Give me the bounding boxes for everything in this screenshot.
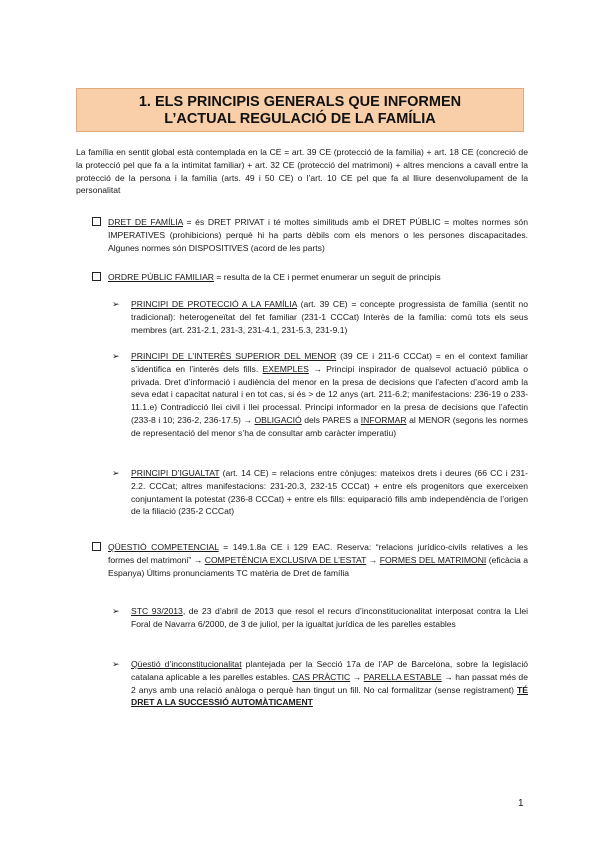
checkbox-square-icon — [92, 542, 101, 551]
term-dret-familia: DRET DE FAMÍLIA — [108, 217, 183, 227]
text-competencial-c: (eficàcia a Espanya) Últims pronunciaments TC matèria de Dret de família — [108, 554, 529, 578]
text-competencial-a: = 149.1.8a CE i 129 EAC. Reserva: “relacions jurídico-civils relatives a les formes del matrimoni” → — [108, 542, 528, 565]
obligacio-label: OBLIGACIÓ — [254, 414, 302, 425]
section-title — [76, 88, 524, 132]
term-proteccio: PRINCIPI DE PROTECCIÓ A LA FAMÍLIA — [131, 299, 297, 309]
list-item-stc — [112, 605, 528, 631]
text-interes-b: → Principi inspirador de qualsevol actuació pública o privada. Dret d’informació i audiència del menor en la presa de decisions que l’afecten d’acord amb la seva edat i capacitat natural i en tot cas, si és > de 12 anys (art. 211-6.2; manifestacions: 236-19 o 233-11.1.e) Contradicció llei civil i llei processal. Principi informador en la presa de decisions que l’afectin (233-8 i 10; 236-2, 236-17.5) → — [131, 363, 528, 425]
arrowhead-bullet-icon: ➢ — [112, 606, 120, 616]
term-stc: STC 93/2013 — [131, 606, 183, 616]
text-dret-familia: = és DRET PRIVAT i té moltes similituds amb el DRET PÚBLIC = moltes normes són IMPERATIVES (prohibicions) perquè hi ha parts dèbils com els menors o les persones discapacitades. Algunes normes són DISPOSITIVES (acord de les parts) — [108, 217, 528, 253]
list-item-proteccio — [112, 298, 528, 336]
cas-practic-label: CAS PRÀCTIC — [292, 671, 351, 682]
term-interes-menor: PRINCIPI DE L’INTERÈS SUPERIOR DEL MENOR — [131, 351, 337, 361]
competencia-label: COMPETÈNCIA EXCLUSIVA DE L’ESTAT — [204, 554, 367, 565]
arrowhead-bullet-icon: ➢ — [112, 468, 120, 478]
term-competencial: QÜESTIÓ COMPETENCIAL — [108, 542, 219, 552]
text-questio-c: → han passat més de 2 anys amb una relació anàloga o perquè han tingut un fill. No cal formalitzar (sense registrament) — [131, 671, 528, 695]
text-stc: , de 23 d’abril de 2013 que resol el recurs d’inconstitucionalitat interposat contra la Llei Foral de Navarra 6/2000, de 3 de juliol, per la igualtat jurídica de les parelles estables — [131, 606, 529, 629]
exemples-link: EXEMPLES — [262, 363, 309, 374]
text-interes-a: (39 CE i 211-6 CCCat) = en el context familiar s’identifica en l’interès dels fills. — [131, 351, 528, 374]
text-igualtat: (art. 14 CE) = relacions entre cònjuges: mateixos drets i deures (66 CC i 231- 2.2. CCCat; altres manifestacions: 231-20.3, 232-15 CCCat) + entre els progenitors que exerceixen conjuntament la potestat (236-8 CCCat) + entre els fills: equiparació fills amb independència de l’origen de la filiació (235-2 CCCat) — [131, 468, 529, 517]
term-igualtat: PRINCIPI D’IGUALTAT — [131, 468, 220, 478]
list-item-competencial — [92, 541, 528, 579]
term-questio: Qüestió d’inconstitucionalitat — [131, 659, 242, 669]
text-competencial-b: → — [366, 554, 380, 565]
list-item-ordre-public — [92, 271, 528, 284]
list-item-interes-menor — [112, 350, 528, 440]
arrowhead-bullet-icon: ➢ — [112, 351, 120, 361]
parella-estable-label: PARELLA ESTABLE — [363, 671, 442, 682]
section-title-line2: L’ACTUAL REGULACIÓ DE LA FAMÍLIA — [164, 111, 436, 127]
list-item-igualtat — [112, 467, 528, 518]
text-proteccio: (art. 39 CE) = concepte progressista de família (sentit no tradicional): heterogeneïtat del fet familiar (231-1 CCCat) Interès de la família: comú tots els seus membres (art. 231-2.1, 231-3, 231-4.1, 231-5.3, 231-9.1) — [131, 299, 528, 335]
text-questio-b: → — [350, 671, 364, 682]
intro-paragraph: La família en sentit global està contemplada en la CE = art. 39 CE (protecció de la família) + art. 18 CE (concreció de la protecció pel que fa a la intimitat familiar) + art. 32 CE (protecció del matrimoni) + altres mencions a cavall entre la protecció de la persona i la família (arts. 49 i 50 CE) o l’art. 10 CE pel que fa al lliure desenvolupament de la personalitat — [76, 147, 528, 196]
list-item-dret-familia — [92, 216, 528, 254]
informar-label: INFORMAR — [360, 414, 407, 425]
formes-label: FORMES DEL MATRIMONI — [379, 554, 487, 565]
list-item-questio — [112, 658, 528, 709]
text-interes-c: dels PARES a — [301, 414, 361, 425]
text-ordre-public: = resulta de la CE i permet enumerar un seguit de principis — [214, 272, 441, 282]
page-number: 1 — [518, 798, 524, 809]
section-title-line1: 1. ELS PRINCIPIS GENERALS QUE INFORMEN — [138, 94, 462, 110]
arrowhead-bullet-icon: ➢ — [112, 659, 120, 669]
text-questio-a: plantejada per la Secció 17a de l’AP de Barcelona, sobre la legislació catalana aplicable a les parelles estables. — [131, 659, 529, 682]
text-interes-d: al MENOR (segons les normes de representació del menor s’ha de consultar amb caràcter imperatiu) — [131, 414, 528, 438]
term-ordre-public: ORDRE PÚBLIC FAMILIAR — [108, 272, 215, 282]
arrowhead-bullet-icon: ➢ — [112, 299, 120, 309]
dret-successio-label: TÉ DRET A LA SUCCESSIÓ AUTOMÀTICAMENT — [131, 684, 528, 708]
checkbox-square-icon — [92, 272, 101, 281]
checkbox-square-icon — [92, 217, 101, 226]
